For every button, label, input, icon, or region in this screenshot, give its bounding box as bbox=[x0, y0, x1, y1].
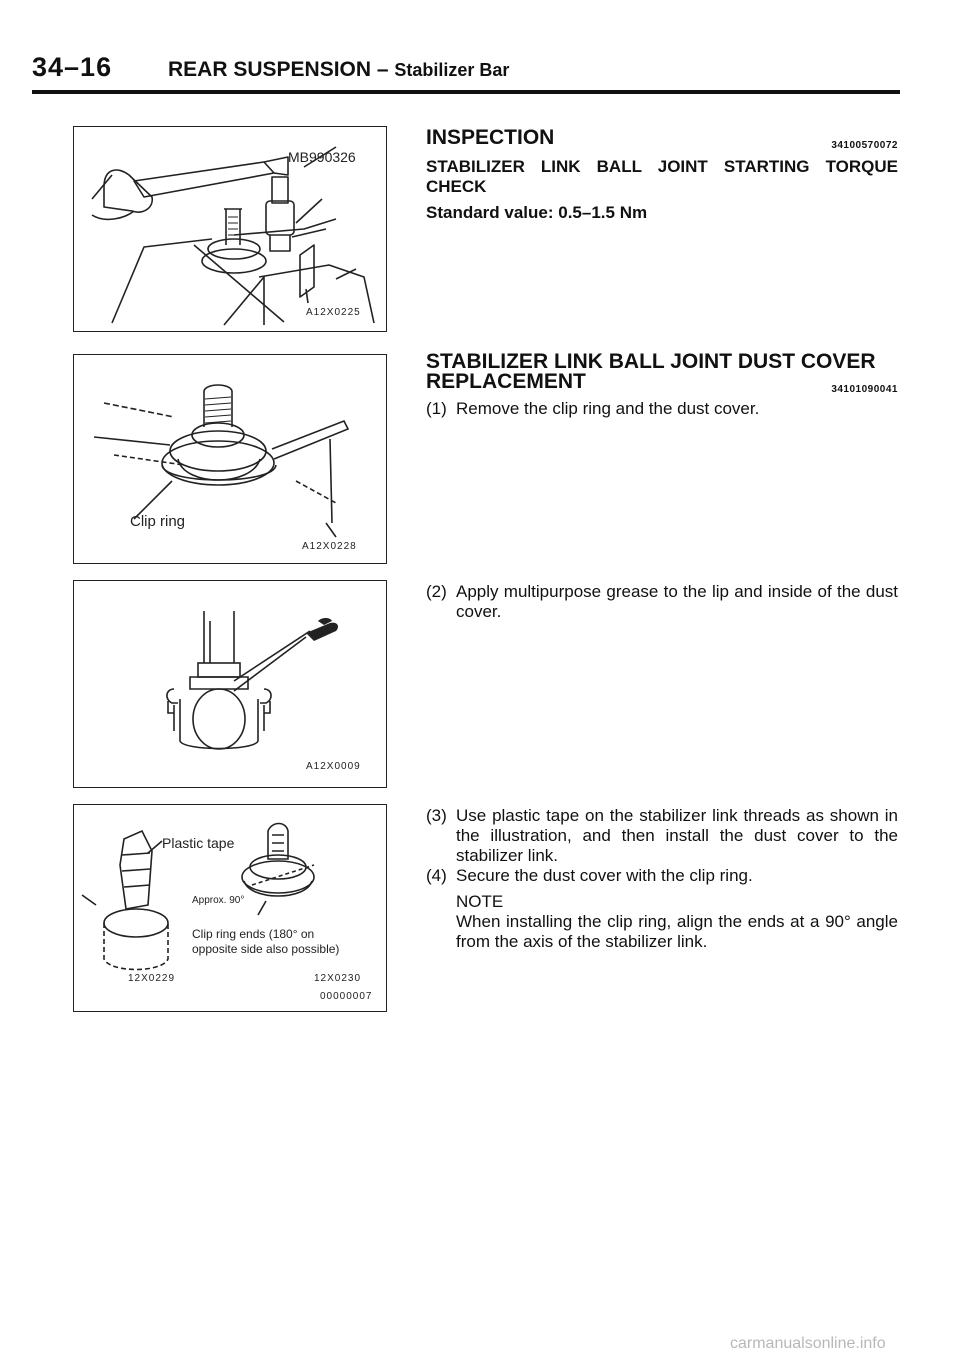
plastic-tape-label: Plastic tape bbox=[162, 835, 235, 851]
header-title bbox=[168, 58, 509, 82]
inspection-code: 34100570072 bbox=[831, 140, 898, 151]
dust-cover-section bbox=[426, 352, 898, 419]
step-text: Secure the dust cover with the clip ring. bbox=[456, 866, 753, 885]
inspection-heading: INSPECTION bbox=[426, 126, 555, 149]
figure-clip-ring bbox=[73, 354, 387, 564]
figure-code: A12X0225 bbox=[306, 307, 361, 318]
note-text: When installing the clip ring, align the ends at a 90° angle from the axis of the stabilizer link. bbox=[456, 912, 898, 951]
tool-number-label: MB990326 bbox=[288, 149, 356, 165]
clip-ring-ends-label: Clip ring ends (180° on bbox=[192, 927, 315, 941]
figure-code-left: 12X0229 bbox=[128, 973, 176, 984]
angle-label: Approx. 90° bbox=[192, 895, 245, 906]
header-rule bbox=[32, 90, 900, 94]
step-text: Use plastic tape on the stabilizer link threads as shown in the illustration, and then install the dust cover to the stabilizer link. bbox=[456, 806, 898, 865]
step-number: (4) bbox=[426, 866, 447, 885]
step-text: Apply multipurpose grease to the lip and inside of the dust cover. bbox=[456, 582, 898, 621]
step-number: (2) bbox=[426, 582, 447, 601]
inspection-section bbox=[426, 128, 898, 223]
dust-cover-heading-2: REPLACEMENT bbox=[426, 370, 586, 393]
step-4 bbox=[426, 866, 898, 886]
step-number: (3) bbox=[426, 806, 447, 825]
step-number: (1) bbox=[426, 399, 447, 418]
inspection-subheading: STABILIZER LINK BALL JOINT STARTING TORQUE CHECK bbox=[426, 157, 898, 196]
figure-plastic-tape bbox=[73, 804, 387, 1012]
standard-value: Standard value: 0.5–1.5 Nm bbox=[426, 203, 648, 222]
note-label: NOTE bbox=[456, 892, 504, 911]
figure-grease bbox=[73, 580, 387, 788]
figure-code: A12X0009 bbox=[306, 761, 361, 772]
figure-code-right: 12X0230 bbox=[314, 973, 362, 984]
step-3 bbox=[426, 806, 898, 866]
clip-ring-label: Clip ring bbox=[130, 513, 186, 530]
step-2 bbox=[426, 582, 898, 622]
page-number: 34–16 bbox=[32, 52, 113, 82]
clip-ring-illustration bbox=[74, 355, 386, 563]
dust-cover-code: 34101090041 bbox=[831, 384, 898, 395]
step-1 bbox=[426, 399, 898, 419]
note-block bbox=[456, 892, 898, 952]
figure-code: A12X0228 bbox=[302, 541, 357, 552]
header-section: REAR SUSPENSION – bbox=[168, 58, 395, 81]
watermark: carmanualsonline.info bbox=[730, 1335, 886, 1352]
header-subtitle: Stabilizer Bar bbox=[394, 60, 510, 80]
figure-starting-torque bbox=[73, 126, 387, 332]
steps-3-4 bbox=[426, 806, 898, 952]
page-header bbox=[32, 50, 900, 96]
step-text: Remove the clip ring and the dust cover. bbox=[456, 399, 760, 418]
dust-cover-heading: STABILIZER LINK BALL JOINT DUST COVER bbox=[426, 350, 876, 373]
grease-illustration bbox=[74, 581, 386, 787]
clip-ring-ends-label-2: opposite side also possible) bbox=[192, 942, 340, 956]
figure-code-bottom: 00000007 bbox=[320, 991, 373, 1002]
